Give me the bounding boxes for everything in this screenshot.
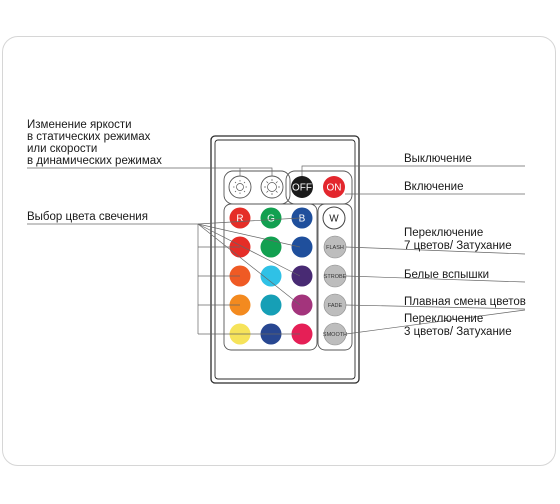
on-button[interactable] [323, 176, 345, 198]
color-button-r3c3[interactable] [292, 295, 313, 316]
label-brightness: Изменение яркости в статических режимах или скорости в динамических режимах [27, 119, 162, 167]
green-button-label: G [267, 213, 275, 225]
label-off: Выключение [404, 153, 472, 165]
white-button-label: W [329, 213, 339, 225]
strobe-button[interactable] [324, 265, 347, 287]
fade-button-label: FADE [327, 303, 343, 309]
on-button-label: ON [326, 182, 342, 194]
label-flash: Переключение 7 цветов/ Затухание [404, 227, 512, 252]
label-on: Включение [404, 181, 464, 193]
flash-button[interactable] [324, 236, 346, 258]
brightness-down-button[interactable] [229, 176, 251, 198]
flash-button-label: FLASH [326, 245, 344, 251]
off-button[interactable] [291, 176, 313, 198]
red-button-label: R [236, 213, 244, 225]
smooth-button-label: SMOOTH [322, 332, 348, 338]
color-button-r1c3[interactable] [292, 237, 313, 258]
white-button[interactable] [323, 207, 345, 229]
strobe-button-label: STROBE [323, 274, 347, 280]
fade-button[interactable] [324, 294, 346, 316]
color-button-r2c3[interactable] [292, 266, 313, 287]
label-smooth: Переключение 3 цветов/ Затухание [404, 313, 512, 338]
label-strobe: Белые вспышки [404, 269, 490, 281]
color-button-r1c2[interactable] [261, 237, 282, 258]
green-button[interactable] [261, 208, 282, 229]
red-button[interactable] [230, 208, 251, 229]
color-button-r3c2[interactable] [261, 295, 282, 316]
blue-button-label: B [298, 213, 306, 225]
brightness-up-button[interactable] [261, 176, 283, 198]
label-glow-color: Выбор цвета свечения [27, 211, 148, 223]
remote-outline [211, 136, 359, 383]
label-fade: Плавная смена цветов [404, 296, 526, 308]
off-button-label: OFF [292, 182, 312, 194]
